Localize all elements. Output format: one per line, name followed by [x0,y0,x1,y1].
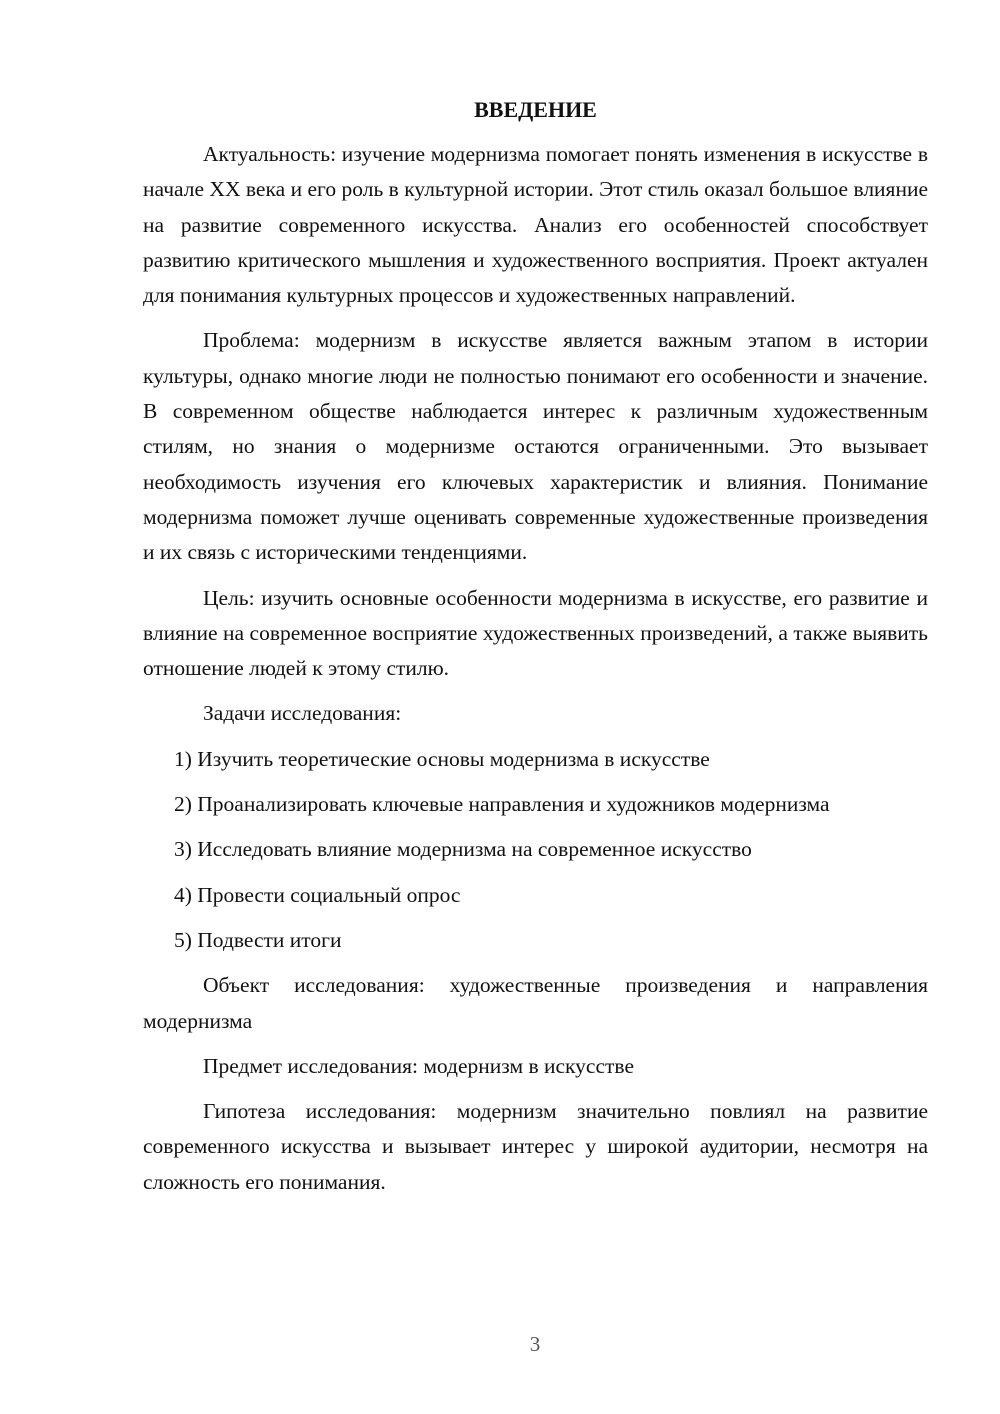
document-page [143,92,928,1210]
hypothesis-paragraph: Гипотеза исследования: модернизм значительно повлиял на развитие современного искусства и вызывает интерес у широкой аудитории, несмотря на сложность его понимания. [143,1099,928,1194]
problem-paragraph: Проблема: модернизм в искусстве является важным этапом в истории культуры, однако многие люди не полностью понимают его особенности и значение. В современном обществе наблюдается интерес к различным художественным стилям, но знания о модернизме остаются ограниченными. Это вызывает необходимость изучения его ключевых характеристик и влияния. Понимание модернизма поможет лучше оценивать современные художественные произведения и их связь с историческими тенденциями. [143,328,928,565]
document-title: ВВЕДЕНИЕ [474,97,597,122]
relevance-paragraph: Актуальность: изучение модернизма помогает понять изменения в искусстве в начале XX века и его роль в культурной истории. Этот стиль оказал большое влияние на развитие современного искусства. Анализ его особенностей способствует развитию критического мышления и художественного восприятия. Проект актуален для понимания культурных процессов и художественных направлений. [143,142,928,308]
task-item-1: 1) Изучить теоретические основы модернизма в искусстве [174,746,710,771]
goal-paragraph: Цель: изучить основные особенности модернизма в искусстве, его развитие и влияние на современное восприятие художественных произведений, а также выявить отношение людей к этому стилю. [143,585,928,681]
object-paragraph: Объект исследования: художественные произведения и направления модернизма [143,973,928,1033]
task-item-2: 2) Проанализировать ключевые направления и художников модернизма [174,792,830,817]
task-item-4: 4) Провести социальный опрос [174,882,461,907]
subject-paragraph: Предмет исследования: модернизм в искусстве [203,1053,634,1078]
tasks-heading: Задачи исследования: [203,701,402,726]
task-item-3: 3) Исследовать влияние модернизма на современное искусство [174,837,752,862]
page-number: 3 [529,1332,541,1356]
task-item-5: 5) Подвести итоги [174,927,342,952]
